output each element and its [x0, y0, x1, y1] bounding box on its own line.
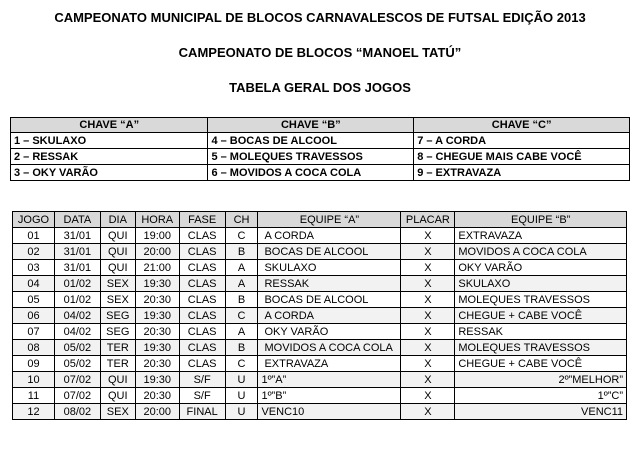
- team-a: A CORDA: [258, 308, 401, 324]
- game-day: QUI: [100, 388, 135, 404]
- game-row: [13, 292, 627, 308]
- team-b: MOLEQUES TRAVESSOS: [455, 340, 627, 356]
- col-header-date: DATA: [54, 212, 100, 228]
- game-phase: CLAS: [179, 308, 225, 324]
- game-time: 19:30: [135, 340, 179, 356]
- team-b: 2º”MELHOR”: [455, 372, 627, 388]
- game-group: U: [225, 372, 258, 388]
- game-date: 07/02: [54, 372, 100, 388]
- game-group: A: [225, 260, 258, 276]
- team-a: EXTRAVAZA: [258, 356, 401, 372]
- game-group: A: [225, 324, 258, 340]
- groups-row: [11, 149, 630, 165]
- game-number: 09: [13, 356, 55, 372]
- championship-subtitle: CAMPEONATO DE BLOCOS “MANOEL TATÚ”: [178, 45, 462, 60]
- team-b: EXTRAVAZA: [455, 228, 627, 244]
- game-score: X: [401, 292, 455, 308]
- games-table: [12, 211, 627, 420]
- game-row: [13, 340, 627, 356]
- championship-title: CAMPEONATO MUNICIPAL DE BLOCOS CARNAVALESCOS DE FUTSAL EDIÇÃO 2013: [54, 10, 586, 25]
- game-phase: CLAS: [179, 228, 225, 244]
- game-date: 05/02: [54, 340, 100, 356]
- game-group: A: [225, 276, 258, 292]
- game-date: 01/02: [54, 276, 100, 292]
- game-number: 01: [13, 228, 55, 244]
- team-a: BOCAS DE ALCOOL: [258, 292, 401, 308]
- game-phase: FINAL: [179, 404, 225, 420]
- group-team: 9 – EXTRAVAZA: [414, 165, 630, 181]
- game-row: [13, 404, 627, 420]
- game-group: B: [225, 340, 258, 356]
- team-b: MOLEQUES TRAVESSOS: [455, 292, 627, 308]
- game-day: SEG: [100, 324, 135, 340]
- table-heading: TABELA GERAL DOS JOGOS: [229, 80, 411, 95]
- game-group: C: [225, 308, 258, 324]
- team-a: VENC10: [258, 404, 401, 420]
- game-date: 31/01: [54, 260, 100, 276]
- col-header-game: JOGO: [13, 212, 55, 228]
- game-date: 05/02: [54, 356, 100, 372]
- game-score: X: [401, 276, 455, 292]
- game-time: 20:30: [135, 292, 179, 308]
- game-row: [13, 276, 627, 292]
- game-day: SEX: [100, 292, 135, 308]
- col-header-phase: FASE: [179, 212, 225, 228]
- game-number: 12: [13, 404, 55, 420]
- game-phase: CLAS: [179, 356, 225, 372]
- team-a: A CORDA: [258, 228, 401, 244]
- team-a: SKULAXO: [258, 260, 401, 276]
- game-date: 04/02: [54, 324, 100, 340]
- games-header-row: [13, 212, 627, 228]
- group-team: 3 – OKY VARÃO: [11, 165, 208, 181]
- col-header-day: DIA: [100, 212, 135, 228]
- game-day: SEG: [100, 308, 135, 324]
- game-day: QUI: [100, 228, 135, 244]
- game-day: TER: [100, 340, 135, 356]
- group-team: 1 – SKULAXO: [11, 133, 208, 149]
- game-date: 01/02: [54, 292, 100, 308]
- col-header-team-b: EQUIPE “B”: [455, 212, 627, 228]
- game-phase: S/F: [179, 372, 225, 388]
- game-group: C: [225, 356, 258, 372]
- col-header-score: PLACAR: [401, 212, 455, 228]
- team-a: 1º”A”: [258, 372, 401, 388]
- game-row: [13, 388, 627, 404]
- game-time: 19:30: [135, 372, 179, 388]
- game-score: X: [401, 356, 455, 372]
- game-score: X: [401, 260, 455, 276]
- group-team: 7 – A CORDA: [414, 133, 630, 149]
- game-phase: CLAS: [179, 340, 225, 356]
- game-time: 20:00: [135, 404, 179, 420]
- group-a-header: CHAVE “A”: [11, 118, 208, 133]
- game-phase: CLAS: [179, 260, 225, 276]
- game-score: X: [401, 388, 455, 404]
- game-date: 31/01: [54, 228, 100, 244]
- game-day: QUI: [100, 244, 135, 260]
- team-b: SKULAXO: [455, 276, 627, 292]
- game-row: [13, 228, 627, 244]
- game-time: 20:30: [135, 388, 179, 404]
- team-b: VENC11: [455, 404, 627, 420]
- game-group: U: [225, 404, 258, 420]
- game-day: QUI: [100, 372, 135, 388]
- game-row: [13, 324, 627, 340]
- col-header-team-a: EQUIPE “A”: [258, 212, 401, 228]
- game-number: 02: [13, 244, 55, 260]
- groups-header-row: [11, 118, 630, 133]
- team-b: CHEGUE + CABE VOCÊ: [455, 308, 627, 324]
- game-day: SEX: [100, 276, 135, 292]
- team-a: OKY VARÃO: [258, 324, 401, 340]
- game-group: B: [225, 292, 258, 308]
- groups-row: [11, 165, 630, 181]
- game-score: X: [401, 244, 455, 260]
- game-date: 08/02: [54, 404, 100, 420]
- team-b: OKY VARÃO: [455, 260, 627, 276]
- team-a: BOCAS DE ALCOOL: [258, 244, 401, 260]
- game-time: 20:00: [135, 244, 179, 260]
- team-b: CHEGUE + CABE VOCÊ: [455, 356, 627, 372]
- game-number: 03: [13, 260, 55, 276]
- team-a: RESSAK: [258, 276, 401, 292]
- group-team: 8 – CHEGUE MAIS CABE VOCÊ: [414, 149, 630, 165]
- game-score: X: [401, 324, 455, 340]
- group-c-header: CHAVE “C”: [414, 118, 630, 133]
- game-row: [13, 372, 627, 388]
- game-day: QUI: [100, 260, 135, 276]
- game-day: TER: [100, 356, 135, 372]
- team-a: MOVIDOS A COCA COLA: [258, 340, 401, 356]
- team-a: 1º”B”: [258, 388, 401, 404]
- game-time: 21:00: [135, 260, 179, 276]
- group-team: 6 – MOVIDOS A COCA COLA: [208, 165, 414, 181]
- game-time: 19:30: [135, 276, 179, 292]
- game-score: X: [401, 308, 455, 324]
- game-number: 07: [13, 324, 55, 340]
- team-b: 1º”C”: [455, 388, 627, 404]
- game-number: 04: [13, 276, 55, 292]
- game-date: 07/02: [54, 388, 100, 404]
- game-time: 19:30: [135, 308, 179, 324]
- game-score: X: [401, 340, 455, 356]
- game-phase: CLAS: [179, 292, 225, 308]
- game-score: X: [401, 228, 455, 244]
- game-number: 10: [13, 372, 55, 388]
- game-time: 19:00: [135, 228, 179, 244]
- game-group: B: [225, 244, 258, 260]
- game-score: X: [401, 372, 455, 388]
- col-header-time: HORA: [135, 212, 179, 228]
- game-number: 05: [13, 292, 55, 308]
- game-row: [13, 308, 627, 324]
- groups-row: [11, 133, 630, 149]
- game-row: [13, 356, 627, 372]
- group-team: 4 – BOCAS DE ALCOOL: [208, 133, 414, 149]
- game-phase: CLAS: [179, 276, 225, 292]
- game-row: [13, 244, 627, 260]
- col-header-group: CH: [225, 212, 258, 228]
- game-number: 08: [13, 340, 55, 356]
- game-group: U: [225, 388, 258, 404]
- game-number: 06: [13, 308, 55, 324]
- game-phase: S/F: [179, 388, 225, 404]
- game-phase: CLAS: [179, 244, 225, 260]
- game-date: 04/02: [54, 308, 100, 324]
- group-team: 5 – MOLEQUES TRAVESSOS: [208, 149, 414, 165]
- game-number: 11: [13, 388, 55, 404]
- team-b: RESSAK: [455, 324, 627, 340]
- game-time: 20:30: [135, 324, 179, 340]
- game-time: 20:30: [135, 356, 179, 372]
- game-row: [13, 260, 627, 276]
- game-score: X: [401, 404, 455, 420]
- groups-table: [10, 117, 630, 181]
- game-day: SEX: [100, 404, 135, 420]
- team-b: MOVIDOS A COCA COLA: [455, 244, 627, 260]
- game-phase: CLAS: [179, 324, 225, 340]
- game-group: C: [225, 228, 258, 244]
- group-team: 2 – RESSAK: [11, 149, 208, 165]
- group-b-header: CHAVE “B”: [208, 118, 414, 133]
- game-date: 31/01: [54, 244, 100, 260]
